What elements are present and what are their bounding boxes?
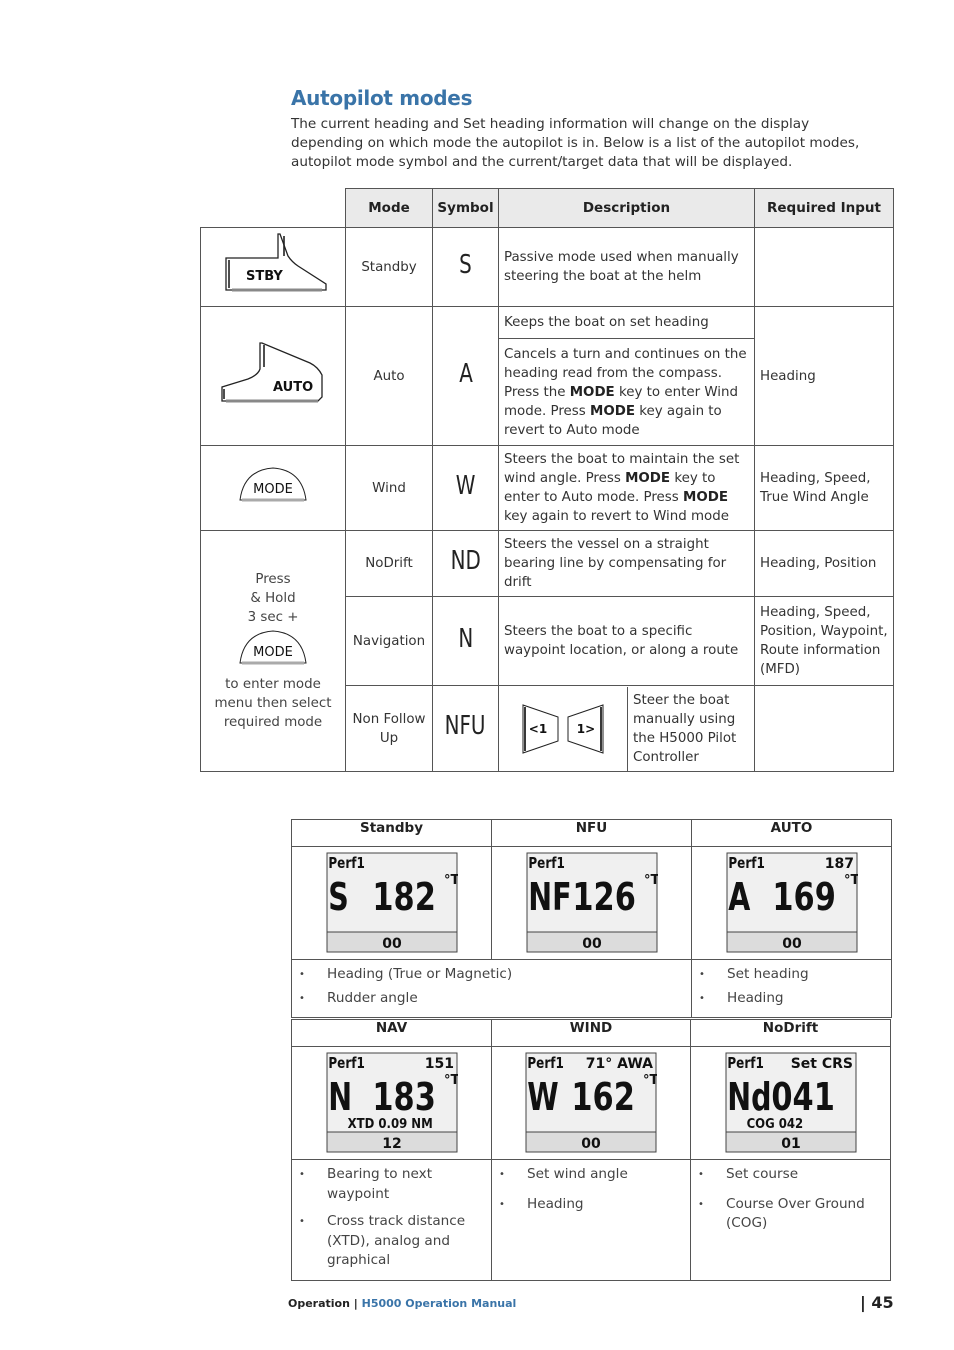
list-item: • Bearing to next waypoint — [293, 1165, 490, 1204]
mode-key-icon — [238, 629, 308, 667]
lcd-value: 162 — [571, 1075, 635, 1120]
lcd-value: 183 — [371, 1075, 436, 1120]
table-row — [201, 228, 894, 307]
lcd-unit: °T — [843, 873, 858, 888]
lcd-page-label: Perf1 — [327, 1054, 365, 1073]
header-required-input: Required Input — [755, 189, 894, 228]
mode-key-cell — [201, 446, 346, 531]
page-number: | 45 — [860, 1293, 894, 1312]
lcd-value: 041 — [770, 1075, 835, 1120]
symbol-standby: S — [459, 249, 472, 280]
lcd-rudder-value: 00 — [581, 936, 602, 952]
symbol-nodrift: ND — [450, 546, 481, 576]
lcd-mode-symbol: N — [327, 1074, 352, 1120]
lcd-rudder-value: 00 — [381, 936, 402, 952]
lcd-top-right: 151 — [424, 1056, 454, 1072]
required-nodrift: Heading, Position — [755, 531, 894, 597]
bullet-list — [693, 961, 890, 1016]
footer: Operation | H5000 Operation Manual — [288, 1297, 517, 1310]
header-symbol: Symbol — [433, 189, 499, 228]
lcd-top-right: Set CRS — [790, 1056, 853, 1072]
nfu-left-key-label: <1 — [528, 721, 548, 736]
lcd-top-right: 187 — [824, 856, 854, 872]
mode-key-label: MODE — [253, 482, 293, 497]
lcd-rudder-value: 00 — [781, 936, 802, 952]
lcd-mode-symbol: NF — [527, 874, 572, 920]
symbol-auto: A — [458, 358, 473, 389]
lcd-screen — [725, 1052, 857, 1153]
lcd-screen — [526, 852, 658, 953]
page-title: Autopilot modes — [291, 86, 473, 110]
lcd-rudder-value: 01 — [780, 1136, 801, 1152]
mode-wind: Wind — [346, 446, 433, 531]
list-item: • Set heading — [693, 965, 890, 985]
mode-standby: Standby — [346, 228, 433, 307]
list-item: • Heading — [493, 1195, 689, 1215]
auto-key-icon — [218, 341, 328, 405]
lcd-unit: °T — [643, 873, 658, 888]
bullet-list — [293, 1161, 490, 1279]
display-table-1 — [291, 819, 892, 1018]
header-mode: Mode — [346, 189, 433, 228]
lcd-mode-symbol: A — [727, 874, 750, 920]
auto-key-label: AUTO — [273, 380, 314, 395]
desc-nfu-cell — [499, 686, 755, 772]
symbol-nfu: NFU — [445, 711, 486, 741]
lcd-page-label: Perf1 — [527, 854, 565, 873]
lcd-screen — [525, 1052, 657, 1153]
lcd-rudder-value: 12 — [381, 1136, 402, 1152]
auto-key-cell — [201, 307, 346, 446]
mode-nodrift: NoDrift — [346, 531, 433, 597]
lcd-top-right: 71° AWA — [585, 1056, 653, 1072]
required-navigation: Heading, Speed, Position, Waypoint, Route information (MFD) — [755, 597, 894, 686]
header-nav: NAV — [292, 1020, 492, 1047]
desc-standby: Passive mode used when manually steering the boat at the helm — [499, 228, 755, 307]
list-item: • Heading — [693, 989, 890, 1009]
bullet-list — [293, 961, 690, 1016]
bullet-list — [692, 1161, 889, 1242]
mode-key-label: MODE — [253, 645, 293, 660]
stby-key-cell — [201, 228, 346, 307]
lcd-sub-value: XTD 0.09 NM — [347, 1116, 433, 1132]
bullet-list — [493, 1161, 689, 1222]
mode-nfu: Non Follow Up — [346, 686, 433, 772]
list-item: • Set wind angle — [493, 1165, 689, 1185]
lcd-mode-symbol: S — [327, 874, 349, 920]
list-item: • Rudder angle — [293, 989, 690, 1009]
lcd-screen — [326, 1052, 458, 1153]
list-item: • Heading (True or Magnetic) — [293, 965, 690, 985]
lcd-screen — [326, 852, 458, 953]
nfu-right-key-label: 1> — [576, 721, 596, 736]
lcd-unit: °T — [643, 1073, 657, 1088]
header-standby: Standby — [292, 820, 492, 847]
stby-key-label: STBY — [246, 269, 283, 284]
desc-auto-1: Keeps the boat on set heading — [499, 307, 755, 339]
lcd-page-label: Perf1 — [726, 1054, 764, 1073]
header-nfu: NFU — [492, 820, 692, 847]
symbol-wind: W — [455, 470, 476, 501]
lcd-auto — [726, 852, 858, 957]
nfu-port-starboard-keys-icon — [520, 701, 606, 757]
desc-navigation: Steers the boat to a specific waypoint location, or along a route — [499, 597, 755, 686]
table-header-row — [201, 189, 894, 228]
lcd-value: 126 — [571, 875, 636, 920]
desc-auto-2: Cancels a turn and continues on the heading read from the compass. Press the MODE key to enter Wind mode. Press MODE key again to revert to Auto mode — [499, 339, 755, 446]
lcd-mode-symbol: W — [527, 1074, 559, 1120]
press-hold-cell: Press & Hold 3 sec + MODE to enter mode menu then select required mode — [201, 531, 346, 772]
lcd-nfu — [526, 852, 658, 957]
required-nfu — [755, 686, 894, 772]
list-item: • Cross track distance (XTD), analog and graphical — [293, 1212, 490, 1271]
modes-table — [200, 188, 894, 772]
required-wind: Heading, Speed, True Wind Angle — [755, 446, 894, 531]
table-row — [201, 531, 894, 597]
lcd-value: 182 — [371, 875, 436, 920]
mode-key-icon — [238, 466, 308, 504]
mode-navigation: Navigation — [346, 597, 433, 686]
lcd-page-label: Perf1 — [727, 854, 765, 873]
required-standby — [755, 228, 894, 307]
symbol-navigation: N — [458, 623, 473, 654]
lcd-mode-symbol: Nd — [726, 1074, 771, 1120]
lcd-unit: °T — [443, 1073, 458, 1088]
lcd-value: 169 — [771, 875, 836, 920]
desc-nfu: Steer the boat manually using the H5000 Pilot Controller — [633, 692, 737, 765]
lcd-sub-value: COG 042 — [746, 1116, 803, 1132]
lcd-wind — [525, 1052, 657, 1157]
lcd-page-label: Perf1 — [327, 854, 365, 873]
list-item: • Course Over Ground (COG) — [692, 1195, 889, 1234]
intro-paragraph: The current heading and Set heading information will change on the display depending on which mode the autopilot is in. Below is a list of the autopilot modes, autopilot mode symbol and the current/target data that will be displayed. — [291, 116, 860, 170]
mode-auto: Auto — [346, 307, 433, 446]
desc-wind: Steers the boat to maintain the set wind angle. Press MODE key to enter to Auto mode. Press MODE key again to revert to Wind mode — [499, 446, 755, 531]
header-nodrift: NoDrift — [691, 1020, 891, 1047]
required-auto: Heading — [755, 307, 894, 446]
lcd-screen — [726, 852, 858, 953]
lcd-nav — [326, 1052, 458, 1157]
list-item: • Set course — [692, 1165, 889, 1185]
lcd-standby — [326, 852, 458, 957]
lcd-nodrift — [725, 1052, 857, 1157]
header-wind: WIND — [492, 1020, 691, 1047]
display-table-2 — [291, 1019, 891, 1281]
header-auto: AUTO — [692, 820, 892, 847]
header-description: Description — [499, 189, 755, 228]
lcd-unit: °T — [443, 873, 458, 888]
stby-key-icon — [218, 232, 328, 296]
table-row — [201, 446, 894, 531]
lcd-page-label: Perf1 — [527, 1054, 564, 1073]
desc-nodrift: Steers the vessel on a straight bearing line by compensating for drift — [499, 531, 755, 597]
table-row — [201, 307, 894, 339]
lcd-rudder-value: 00 — [581, 1136, 601, 1152]
